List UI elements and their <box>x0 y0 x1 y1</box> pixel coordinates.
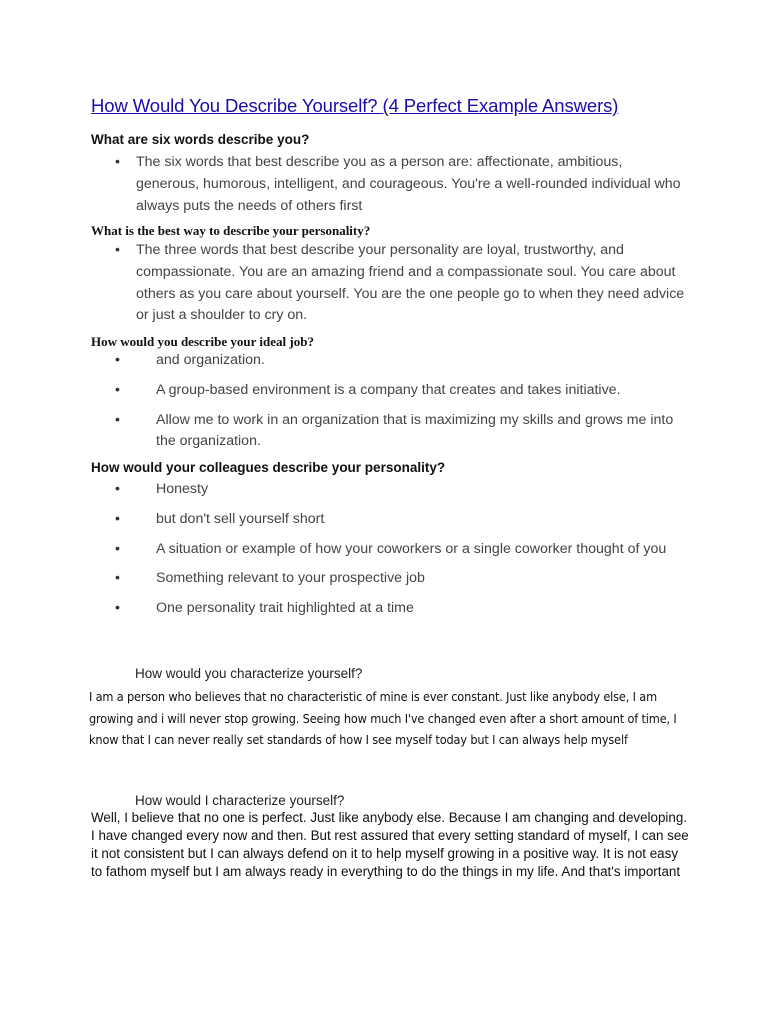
section-list-best-way <box>115 240 685 327</box>
section-heading-six-words: What are six words describe you? <box>91 132 310 147</box>
handwritten-question: How would you characterize yourself? <box>135 666 363 681</box>
list-item: • Allow me to work in an organization that is maximizing my skills and grows me into the organization. <box>115 410 685 454</box>
list-item: • A situation or example of how your coworkers or a single coworker thought of you <box>115 539 685 561</box>
page-title-link[interactable]: How Would You Describe Yourself? (4 Perfect Example Answers) <box>91 95 619 116</box>
list-item: • One personality trait highlighted at a time <box>115 598 685 620</box>
list-item: • but don't sell yourself short <box>115 509 685 531</box>
section-heading-best-way: What is the best way to describe your personality? <box>91 223 371 238</box>
list-item: • The three words that best describe your personality are loyal, trustworthy, and compassionate. You are an amazing friend and a compassionate soul. You care about others as you care about yourself. You are the one people go to when they need advice or just a shoulder to cry on. <box>115 240 685 327</box>
list-item: • and organization. <box>115 350 685 372</box>
section-list-colleagues <box>115 479 685 628</box>
section-list-ideal-job <box>115 350 685 461</box>
list-item: • A group-based environment is a company that creates and takes initiative. <box>115 380 685 402</box>
list-item: • Something relevant to your prospective job <box>115 568 685 590</box>
list-item: • The six words that best describe you as a person are: affectionate, ambitious, generous, humorous, intelligent, and courageous. You're a well-rounded individual who always puts the needs of others first <box>115 152 685 217</box>
list-item: • Honesty <box>115 479 685 501</box>
handwritten-answer: I am a person who believes that no characteristic of mine is ever constant. Just like anybody else, I am growing and i will never stop growing. Seeing how much I've changed even after a short amount of time, I know that I can never really set standards of how I see myself today but I can always help myself <box>89 689 677 747</box>
section-heading-ideal-job: How would you describe your ideal job? <box>91 334 314 349</box>
typed-question: How would I characterize yourself? <box>135 793 345 808</box>
typed-answer: Well, I believe that no one is perfect. Just like anybody else. Because I am changing and developing. I have changed every now and then. But rest assured that every setting standard of myself, I can see it not consistent but I can always defend on it to help myself growing in a positive way. It is not easy to fathom myself but I am always ready in everything to do the things in my life. And that's important <box>91 810 689 879</box>
section-heading-colleagues: How would your colleagues describe your personality? <box>91 460 446 475</box>
section-list-six-words <box>115 152 685 217</box>
